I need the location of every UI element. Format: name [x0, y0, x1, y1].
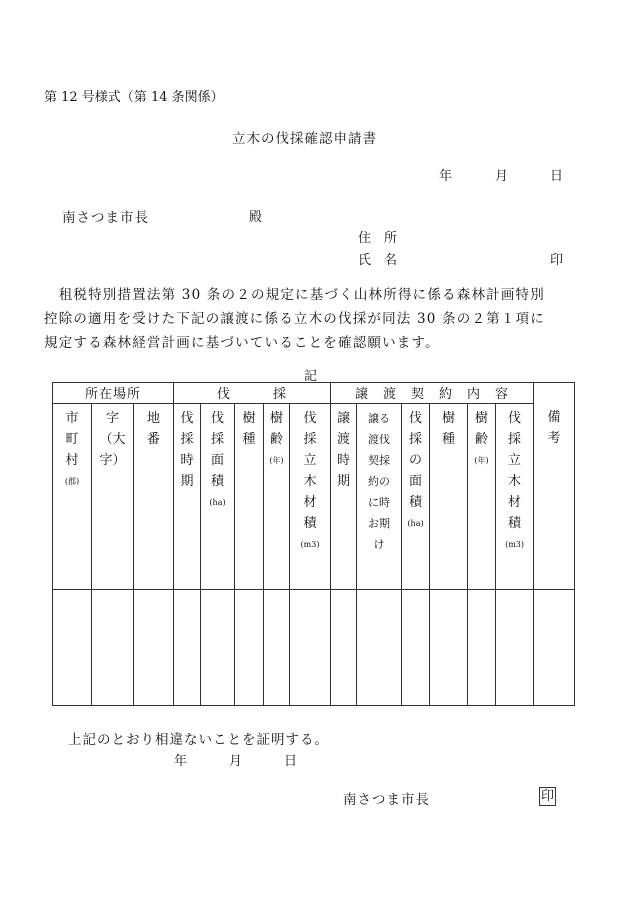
date-year-label: 年 — [439, 169, 453, 184]
table-row — [53, 590, 575, 706]
seal-mark: 印 — [541, 789, 555, 804]
header-transfer-cutting-area: 伐 採 の 面 積 (ha) — [402, 404, 430, 590]
certifier-seal-box — [539, 787, 556, 806]
header-cutting-area: 伐 採 面 積 (ha) — [201, 404, 235, 590]
certify-year-label: 年 — [174, 754, 188, 769]
cell-timber-volume[interactable] — [290, 590, 331, 706]
header-transfer-tree-species: 樹 種 — [430, 404, 468, 590]
header-transfer-period: 譲 渡 時 期 — [331, 404, 357, 590]
date-month-label: 月 — [495, 169, 509, 184]
name-label: 氏 名 — [358, 253, 398, 268]
address-label: 住 所 — [358, 231, 398, 246]
header-location: 所在場所 — [53, 383, 174, 404]
body-line-1: 租税特別措置法第 30 条の２の規定に基づく山林所得に係る森林計画特別 — [44, 287, 545, 303]
header-remarks: 備 考 — [534, 383, 575, 590]
header-municipality: 市 町 村 (郡) — [53, 404, 92, 590]
header-cutting: 伐 採 — [174, 383, 331, 404]
header-cutting-period: 伐 採 時 期 — [174, 404, 201, 590]
header-lot-number: 地 番 — [134, 404, 174, 590]
cell-cutting-area[interactable] — [201, 590, 235, 706]
form-number: 第 12 号様式（第 14 条関係） — [44, 90, 224, 105]
cell-municipality[interactable] — [53, 590, 92, 706]
certify-month-label: 月 — [229, 754, 243, 769]
body-line-2: 控除の適用を受けた下記の譲渡に係る立木の伐採が同法 30 条の２第１項に — [44, 311, 545, 327]
header-transfer-contract: 譲 渡 契 約 内 容 — [331, 383, 534, 404]
cell-transfer-tree-species[interactable] — [430, 590, 468, 706]
logging-table — [52, 382, 575, 706]
body-line-3: 規定する森林経営計画に基づいていることを確認願います。 — [44, 335, 440, 351]
cell-aza[interactable] — [92, 590, 134, 706]
addressee-name: 南さつま市長 — [62, 210, 149, 226]
cell-remarks[interactable] — [534, 590, 575, 706]
cell-lot-number[interactable] — [134, 590, 174, 706]
cell-tree-age[interactable] — [264, 590, 290, 706]
certifier-mayor: 南さつま市長 — [343, 792, 430, 808]
request-body — [44, 283, 589, 355]
certification-text: 上記のとおり相違ないことを証明する。 — [68, 732, 329, 748]
applicant-seal-mark: 印 — [550, 253, 564, 268]
cell-tree-species[interactable] — [235, 590, 264, 706]
addressee-honorific: 殿 — [249, 210, 263, 225]
cell-cutting-period[interactable] — [174, 590, 201, 706]
header-transfer-tree-age: 樹 齢 (年) — [468, 404, 496, 590]
ki-heading: 記 — [304, 369, 318, 384]
certify-day-label: 日 — [284, 754, 298, 769]
header-timber-volume: 伐 採 立 木 材 積 (m3) — [290, 404, 331, 590]
cell-transfer-timber-volume[interactable] — [496, 590, 534, 706]
cell-transfer-tree-age[interactable] — [468, 590, 496, 706]
date-day-label: 日 — [550, 169, 564, 184]
header-contract-cutting-period: 譲る 渡伐 契採 約の に時 お期 け — [357, 404, 402, 590]
cell-transfer-period[interactable] — [331, 590, 357, 706]
document-title: 立木の伐採確認申請書 — [232, 131, 377, 147]
cell-transfer-cutting-area[interactable] — [402, 590, 430, 706]
header-tree-age: 樹 齢 (年) — [264, 404, 290, 590]
header-tree-species: 樹 種 — [235, 404, 264, 590]
header-transfer-timber-volume: 伐 採 立 木 材 積 (m3) — [496, 404, 534, 590]
header-aza: 字 （大 字） — [92, 404, 134, 590]
cell-contract-cutting-period[interactable] — [357, 590, 402, 706]
